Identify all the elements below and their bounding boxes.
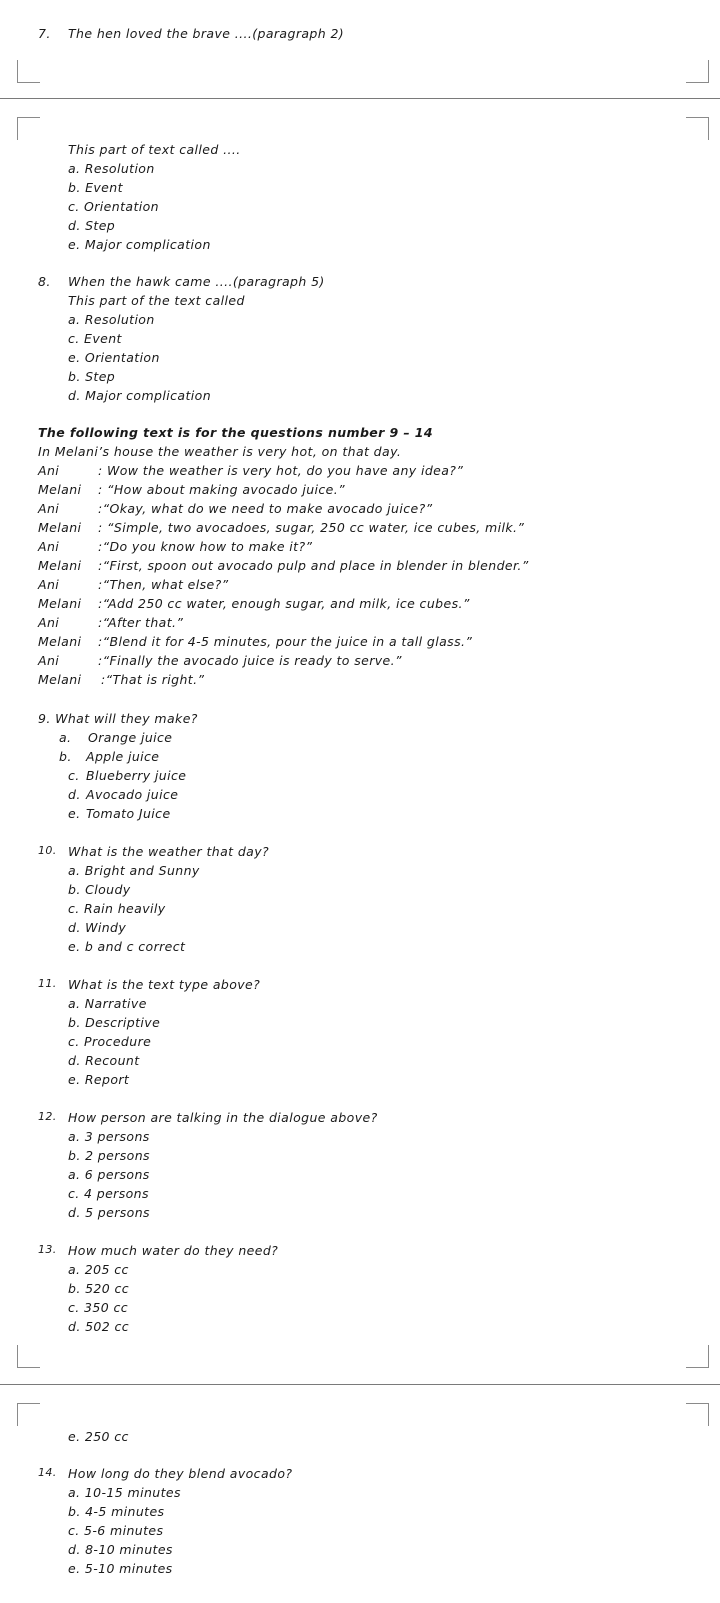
q11-option: a. Narrative	[68, 996, 147, 1011]
dialogue-speaker: Ani	[38, 653, 60, 668]
page-corner-mark	[686, 60, 709, 83]
dialogue-speaker: Melani	[38, 634, 82, 649]
q10-option: e. b and c correct	[68, 939, 186, 954]
page-corner-mark	[686, 1403, 709, 1426]
dialogue-line: :“First, spoon out avocado pulp and place in blender in blender.”	[98, 558, 529, 573]
passage-heading: The following text is for the questions number 9 – 14	[38, 425, 433, 440]
dialogue-speaker: Ani	[38, 501, 60, 516]
dialogue-line: :“Do you know how to make it?”	[98, 539, 313, 554]
q13-option: c. 350 cc	[68, 1300, 128, 1315]
q14-option: e. 5-10 minutes	[68, 1561, 173, 1576]
dialogue-line: :“Blend it for 4-5 minutes, pour the juice in a tall glass.”	[98, 634, 473, 649]
dialogue-line: :“Finally the avocado juice is ready to serve.”	[98, 653, 402, 668]
q10-number: 10.	[38, 844, 57, 857]
q9-prompt: 9. What will they make?	[38, 711, 198, 726]
q8-subprompt: This part of the text called	[68, 293, 245, 308]
q11-option: b. Descriptive	[68, 1015, 161, 1030]
dialogue-speaker: Melani	[38, 482, 82, 497]
page-corner-mark	[17, 1403, 40, 1426]
q12-option: d. 5 persons	[68, 1205, 150, 1220]
q10-option: a. Bright and Sunny	[68, 863, 200, 878]
dialogue-speaker: Ani	[38, 577, 60, 592]
q14-option: a. 10-15 minutes	[68, 1485, 181, 1500]
dialogue-speaker: Melani	[38, 672, 82, 687]
q12-option: a. 6 persons	[68, 1167, 150, 1182]
page-corner-mark	[686, 117, 709, 140]
page-break-line	[0, 98, 720, 99]
q11-number: 11.	[38, 977, 57, 990]
q10-prompt: What is the weather that day?	[68, 844, 270, 859]
q12-prompt: How person are talking in the dialogue above?	[68, 1110, 378, 1125]
q13-option: e. 250 cc	[68, 1429, 129, 1444]
page-corner-mark	[17, 117, 40, 140]
q9-option-label: b.	[59, 749, 72, 764]
passage-intro: In Melani’s house the weather is very hot, on that day.	[38, 444, 402, 459]
q8-option: e. Orientation	[68, 350, 160, 365]
q7-option: a. Resolution	[68, 161, 155, 176]
dialogue-speaker: Ani	[38, 539, 60, 554]
q14-prompt: How long do they blend avocado?	[68, 1466, 293, 1481]
q7-option: c. Orientation	[68, 199, 159, 214]
page-corner-mark	[686, 1345, 709, 1368]
q8-number: 8.	[38, 274, 51, 289]
q9-option: Apple juice	[86, 749, 160, 764]
dialogue-line: : “Simple, two avocadoes, sugar, 250 cc water, ice cubes, milk.”	[98, 520, 525, 535]
q9-option-label: c.	[68, 768, 80, 783]
dialogue-line: : “How about making avocado juice.”	[98, 482, 345, 497]
dialogue-speaker: Melani	[38, 520, 82, 535]
q8-option: c. Event	[68, 331, 122, 346]
dialogue-line: :“Then, what else?”	[98, 577, 229, 592]
q9-option-label: d.	[68, 787, 81, 802]
q13-prompt: How much water do they need?	[68, 1243, 279, 1258]
q8-option: d. Major complication	[68, 388, 212, 403]
dialogue-line: :“Okay, what do we need to make avocado juice?”	[98, 501, 433, 516]
q13-option: b. 520 cc	[68, 1281, 130, 1296]
q7-option: e. Major complication	[68, 237, 211, 252]
dialogue-speaker: Ani	[38, 463, 60, 478]
q7-prompt: The hen loved the brave ....(paragraph 2)	[68, 26, 345, 41]
q11-option: e. Report	[68, 1072, 130, 1087]
dialogue-line: :“After that.”	[98, 615, 184, 630]
q7-option: d. Step	[68, 218, 116, 233]
q9-option: Orange juice	[88, 730, 173, 745]
q12-option: c. 4 persons	[68, 1186, 149, 1201]
q9-option: Blueberry juice	[86, 768, 187, 783]
q14-option: d. 8-10 minutes	[68, 1542, 173, 1557]
q12-option: b. 2 persons	[68, 1148, 150, 1163]
page-corner-mark	[17, 1345, 40, 1368]
dialogue-line: :“Add 250 cc water, enough sugar, and milk, ice cubes.”	[98, 596, 470, 611]
q8-prompt: When the hawk came ....(paragraph 5)	[68, 274, 325, 289]
q13-option: d. 502 cc	[68, 1319, 130, 1334]
dialogue-speaker: Melani	[38, 596, 82, 611]
q7-option: b. Event	[68, 180, 123, 195]
q13-option: a. 205 cc	[68, 1262, 129, 1277]
q14-option: c. 5-6 minutes	[68, 1523, 164, 1538]
q7-subprompt: This part of text called ....	[68, 142, 241, 157]
q8-option: a. Resolution	[68, 312, 155, 327]
dialogue-line: : Wow the weather is very hot, do you have any idea?”	[98, 463, 464, 478]
dialogue-speaker: Ani	[38, 615, 60, 630]
q10-option: c. Rain heavily	[68, 901, 166, 916]
q10-option: b. Cloudy	[68, 882, 131, 897]
dialogue-speaker: Melani	[38, 558, 82, 573]
q9-option-label: e.	[68, 806, 81, 821]
page-corner-mark	[17, 60, 40, 83]
q8-option: b. Step	[68, 369, 116, 384]
q10-option: d. Windy	[68, 920, 127, 935]
q14-option: b. 4-5 minutes	[68, 1504, 165, 1519]
q12-number: 12.	[38, 1110, 57, 1123]
page-break-line	[0, 1384, 720, 1385]
q11-option: c. Procedure	[68, 1034, 152, 1049]
cut-off-previous-line	[60, 0, 180, 2]
q11-option: d. Recount	[68, 1053, 140, 1068]
q14-number: 14.	[38, 1466, 57, 1479]
q11-prompt: What is the text type above?	[68, 977, 261, 992]
q9-option-label: a.	[59, 730, 72, 745]
q9-option: Avocado juice	[86, 787, 179, 802]
q12-option: a. 3 persons	[68, 1129, 150, 1144]
q7-number: 7.	[38, 26, 51, 41]
q9-option: Tomato Juice	[86, 806, 171, 821]
dialogue-line: :“That is right.”	[101, 672, 205, 687]
q13-number: 13.	[38, 1243, 57, 1256]
